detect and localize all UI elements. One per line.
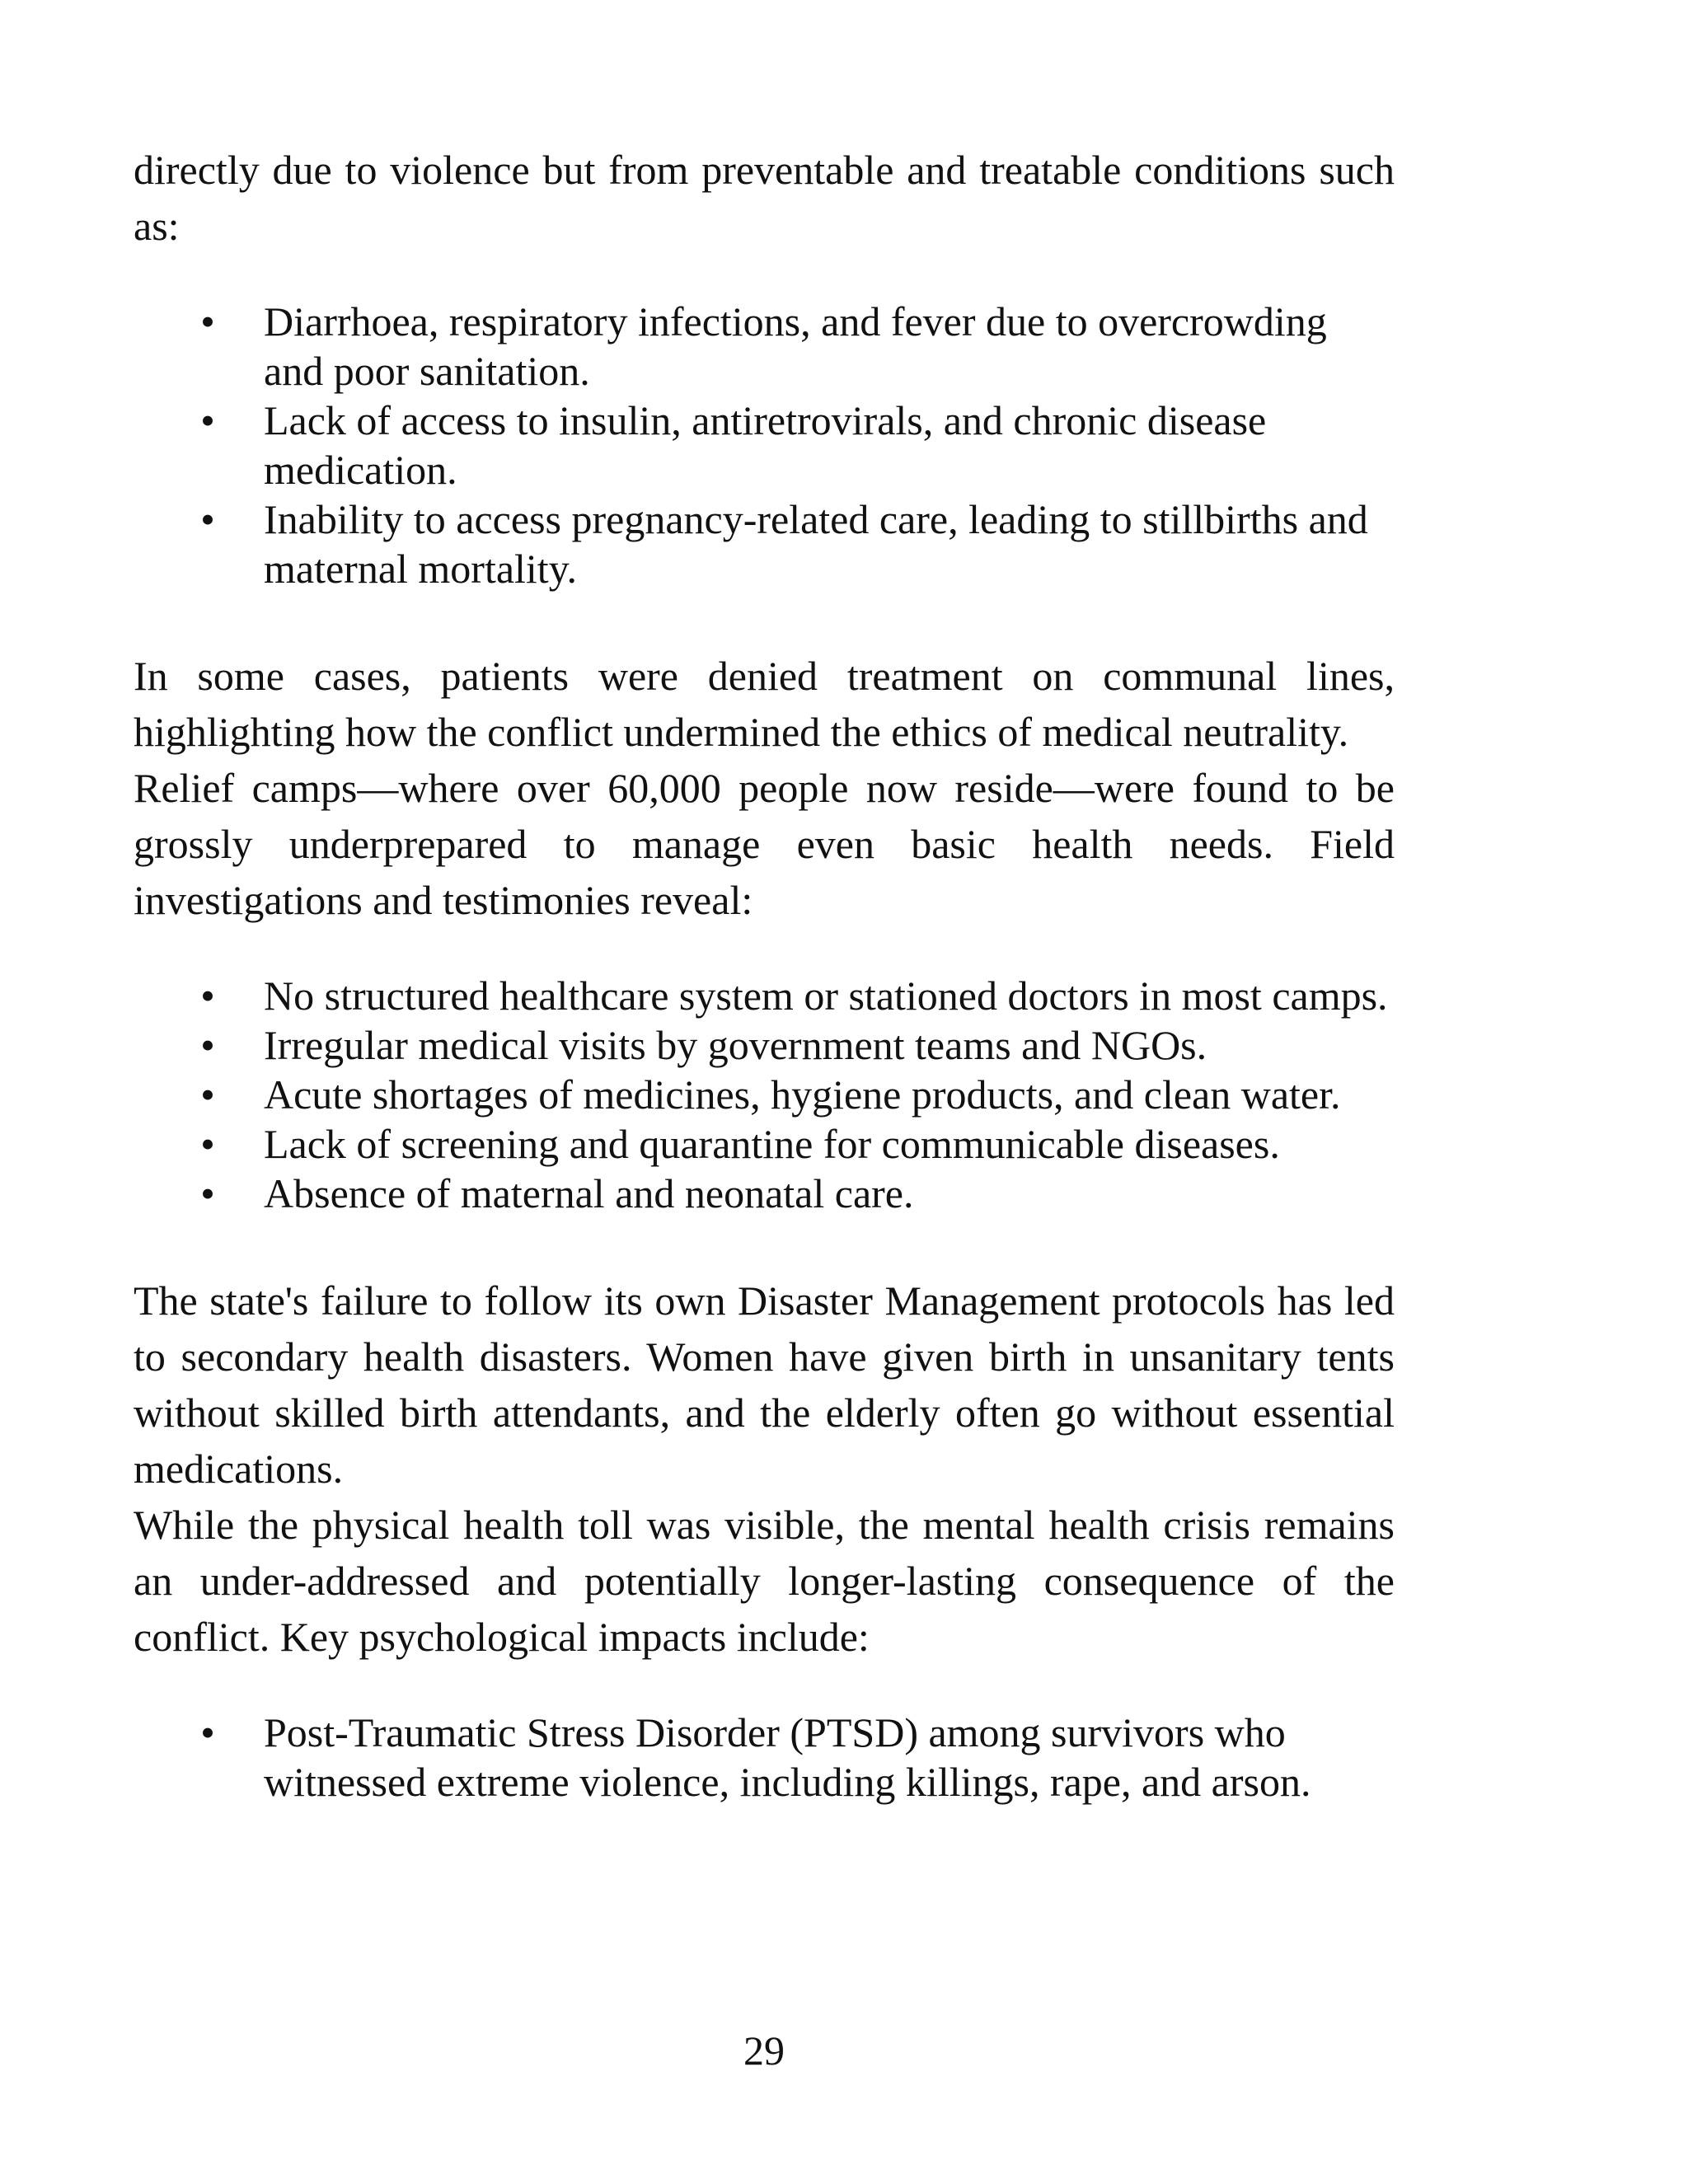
list-item [134, 1020, 1395, 1070]
state-failure-paragraph: The state's failure to follow its own Disaster Management protocols has led to secondary health disasters. Women have given birth in unsanitary tents without skilled birth attendants, and the elderly often go without essential medications. [134, 1277, 1395, 1492]
bullet-icon: • [200, 397, 215, 443]
list-item-text: Post-Traumatic Stress Disorder (PTSD) among survivors who witnessed extreme violence, including killings, rape, and arson. [264, 1709, 1311, 1805]
intro-paragraph: directly due to violence but from preventable and treatable conditions such as: [134, 147, 1395, 249]
bullet-icon: • [200, 1071, 215, 1118]
relief-camps-paragraph: Relief camps—where over 60,000 people now reside—were found to be grossly underprepared to manage even basic health needs. Field investigations and testimonies reveal: [134, 765, 1395, 923]
list-item-text: No structured healthcare system or stationed doctors in most camps. [264, 972, 1388, 1019]
list-item [134, 971, 1395, 1020]
camp-findings-list [134, 971, 1395, 1218]
list-item [134, 1708, 1395, 1807]
bullet-icon: • [200, 972, 215, 1019]
list-item-text: Irregular medical visits by government teams and NGOs. [264, 1022, 1207, 1068]
list-item-text: Inability to access pregnancy-related care, leading to stillbirths and maternal mortality. [264, 496, 1368, 592]
document-page-body [134, 142, 1395, 1807]
list-item [134, 494, 1395, 593]
bullet-icon: • [200, 1709, 215, 1755]
list-item [134, 1070, 1395, 1119]
list-item-text: Lack of screening and quarantine for communicable diseases. [264, 1121, 1280, 1167]
bullet-icon: • [200, 496, 215, 542]
list-item [134, 1169, 1395, 1218]
page-number: 29 [743, 2027, 785, 2074]
psychological-impacts-list [134, 1708, 1395, 1807]
bullet-icon: • [200, 1170, 215, 1216]
list-item-text: Acute shortages of medicines, hygiene products, and clean water. [264, 1071, 1341, 1118]
list-item [134, 1119, 1395, 1169]
list-item-text: Diarrhoea, respiratory infections, and fever due to overcrowding and poor sanitation. [264, 298, 1327, 394]
bullet-icon: • [200, 1022, 215, 1068]
list-item-text: Lack of access to insulin, antiretrovirals, and chronic disease medication. [264, 397, 1267, 493]
conditions-list [134, 297, 1395, 593]
mental-health-paragraph: While the physical health toll was visible, the mental health crisis remains an under-addressed and potentially longer-lasting consequence of the conflict. Key psychological impacts include: [134, 1502, 1395, 1660]
bullet-icon: • [200, 298, 215, 344]
list-item [134, 297, 1395, 396]
neutrality-paragraph: In some cases, patients were denied treatment on communal lines, highlighting how the conflict undermined the ethics of medical neutrality. [134, 653, 1395, 755]
list-item-text: Absence of maternal and neonatal care. [264, 1170, 914, 1216]
list-item [134, 396, 1395, 494]
bullet-icon: • [200, 1121, 215, 1167]
